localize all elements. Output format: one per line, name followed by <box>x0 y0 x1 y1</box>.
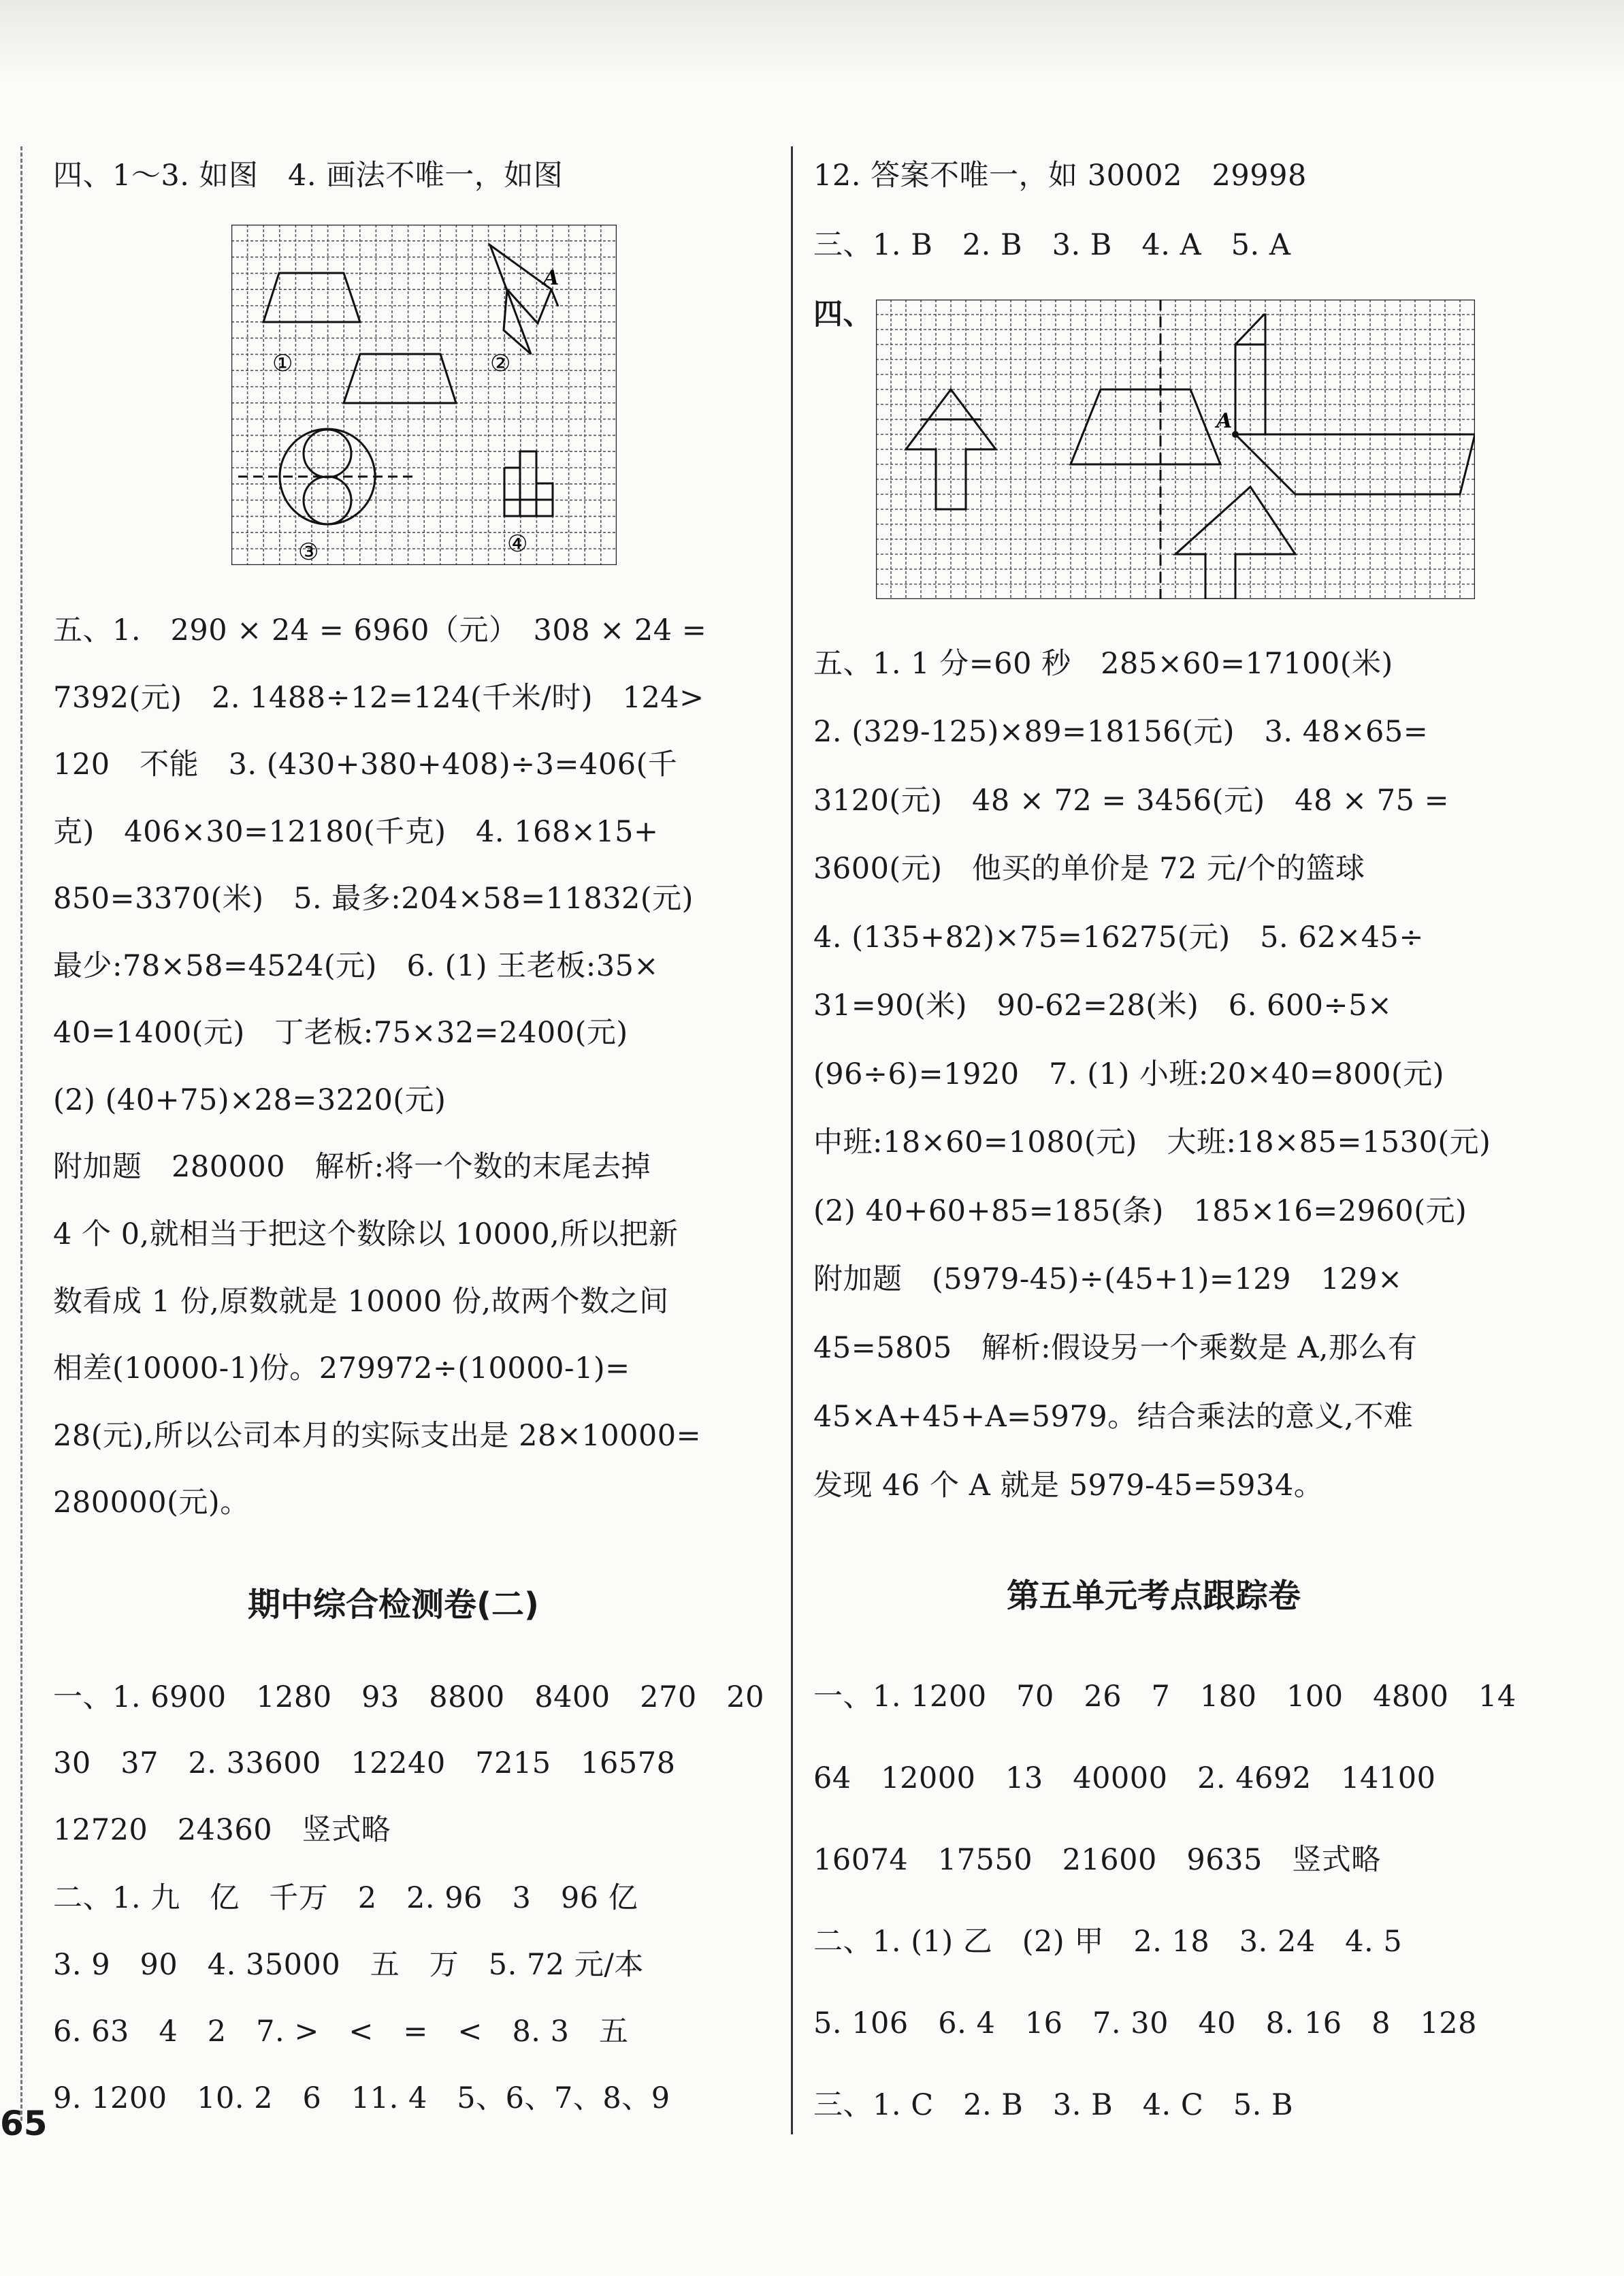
left-line-11: 数看成 1 份,原数就是 10000 份,故两个数之间 <box>53 1285 669 1319</box>
right-line-10: 45=5805 解析:假设另一个乘数是 A,那么有 <box>813 1331 1418 1365</box>
section-title-midterm: 期中综合检测卷(二) <box>248 1586 539 1624</box>
right-section-line-3: 二、1. (1) 乙 (2) 甲 2. 18 3. 24 4. 5 <box>813 1925 1403 1959</box>
right-line-7: 中班:18×60=1080(元) 大班:18×85=1530(元) <box>813 1125 1491 1159</box>
left-section-line-2: 12720 24360 竖式略 <box>53 1813 391 1847</box>
left-section-line-5: 6. 63 4 2 7. > < = < 8. 3 五 <box>53 2015 629 2049</box>
figure-prefix: 四、 <box>813 298 873 332</box>
left-line-1: 五、1. 290 × 24 = 6960（元） 308 × 24 = <box>53 613 707 647</box>
right-section-line-2: 16074 17550 21600 9635 竖式略 <box>813 1843 1381 1877</box>
right-line-2: 3120(元) 48 × 72 = 3456(元) 48 × 75 = <box>813 784 1450 818</box>
left-line-10: 4 个 0,就相当于把这个数除以 10000,所以把新 <box>53 1217 679 1251</box>
left-section-line-4: 3. 9 90 4. 35000 五 万 5. 72 元/本 <box>53 1948 644 1982</box>
left-line-13: 28(元),所以公司本月的实际支出是 28×10000= <box>53 1419 702 1453</box>
binding-dash-line <box>20 146 22 2121</box>
section-title-unit5: 第五单元考点跟踪卷 <box>1006 1577 1301 1615</box>
label-1: ① <box>272 350 293 377</box>
left-line-5: 850=3370(米) 5. 最多:204×58=11832(元) <box>53 882 694 916</box>
scan-top-shading <box>0 0 1624 82</box>
right-line-9: 附加题 (5979-45)÷(45+1)=129 129× <box>813 1262 1403 1296</box>
left-line-7: 40=1400(元) 丁老板:75×32=2400(元) <box>53 1016 628 1050</box>
left-line-2: 7392(元) 2. 1488÷12=124(千米/时) 124> <box>53 681 704 715</box>
label-a: A <box>543 266 559 290</box>
left-grid-figure <box>231 225 617 565</box>
label-3: ③ <box>298 539 319 565</box>
left-line-14: 280000(元)。 <box>53 1486 250 1520</box>
left-line-0: 四、1～3. 如图 4. 画法不唯一，如图 <box>53 159 564 193</box>
right-line-12: 发现 46 个 A 就是 5979-45=5934。 <box>813 1469 1324 1503</box>
left-line-3: 120 不能 3. (430+380+408)÷3=406(千 <box>53 748 678 782</box>
right-line-8: (2) 40+60+85=185(条) 185×16=2960(元) <box>813 1194 1467 1228</box>
right-line-11: 45×A+45+A=5979。结合乘法的意义,不难 <box>813 1400 1414 1434</box>
right-line-5: 31=90(米) 90-62=28(米) 6. 600÷5× <box>813 989 1393 1023</box>
right-line-0: 五、1. 1 分=60 秒 285×60=17100(米) <box>813 647 1393 681</box>
page-number: 65 <box>0 2104 48 2143</box>
left-line-9: 附加题 280000 解析:将一个数的末尾去掉 <box>53 1150 651 1184</box>
left-section-line-6: 9. 1200 10. 2 6 11. 4 5、6、7、8、9 <box>53 2081 670 2115</box>
right-section-line-4: 5. 106 6. 4 16 7. 30 40 8. 16 8 128 <box>813 2006 1478 2040</box>
left-section-line-0: 一、1. 6900 1280 93 8800 8400 270 20 <box>53 1680 764 1714</box>
column-divider <box>791 146 793 2134</box>
label-2: ② <box>490 350 511 377</box>
left-section-line-1: 30 37 2. 33600 12240 7215 16578 <box>53 1746 676 1780</box>
right-section-line-5: 三、1. C 2. B 3. B 4. C 5. B <box>813 2088 1294 2122</box>
right-label-a: A <box>1216 409 1233 433</box>
right-line-3: 3600(元) 他买的单价是 72 元/个的篮球 <box>813 852 1365 886</box>
left-line-8: (2) (40+75)×28=3220(元) <box>53 1083 446 1117</box>
left-line-4: 克) 406×30=12180(千克) 4. 168×15+ <box>53 815 659 849</box>
right-line-top-0: 12. 答案不唯一，如 30002 29998 <box>813 159 1307 193</box>
right-section-line-1: 64 12000 13 40000 2. 4692 14100 <box>813 1761 1436 1795</box>
right-grid-figure <box>876 300 1475 599</box>
right-section-line-0: 一、1. 1200 70 26 7 180 100 4800 14 <box>813 1680 1516 1714</box>
label-4: ④ <box>507 530 528 558</box>
left-line-12: 相差(10000-1)份。279972÷(10000-1)= <box>53 1351 630 1385</box>
trapezoid-2 <box>344 354 456 403</box>
right-line-4: 4. (135+82)×75=16275(元) 5. 62×45÷ <box>813 920 1424 955</box>
left-line-6: 最少:78×58=4524(元) 6. (1) 王老板:35× <box>53 949 659 983</box>
left-section-line-3: 二、1. 九 亿 千万 2 2. 96 3 96 亿 <box>53 1881 638 1915</box>
point-a <box>1232 431 1239 438</box>
right-line-top-1: 三、1. B 2. B 3. B 4. A 5. A <box>813 228 1291 262</box>
right-line-1: 2. (329-125)×89=18156(元) 3. 48×65= <box>813 715 1429 749</box>
right-line-6: (96÷6)=1920 7. (1) 小班:20×40=800(元) <box>813 1057 1444 1091</box>
